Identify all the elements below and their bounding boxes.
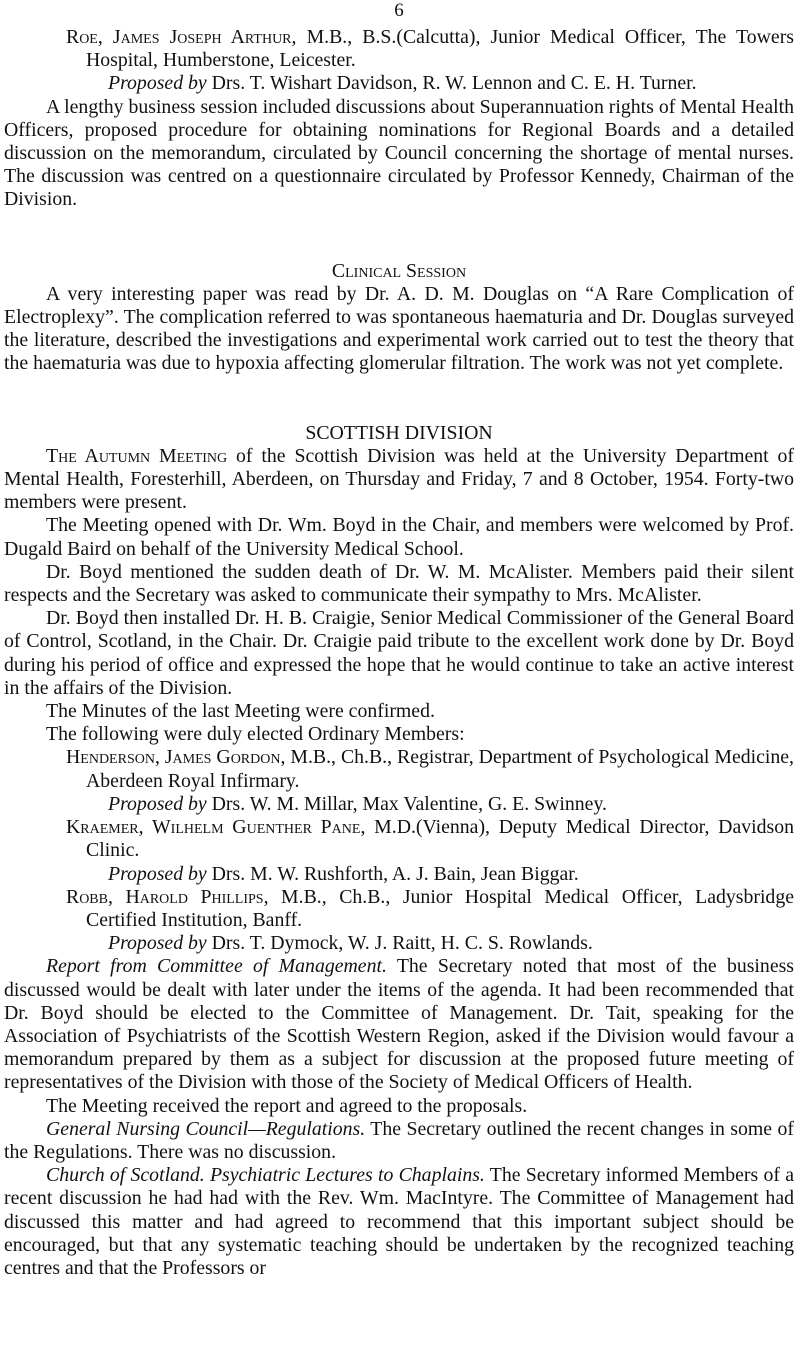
paragraph-report-committee	[4, 955, 794, 1094]
paragraph-death-notice: Dr. Boyd mentioned the sudden death of Dr. W. M. McAlister. Members paid their silent respects and the Secretary was asked to communicate their sympathy to Mrs. McAlister.	[4, 560, 794, 607]
paragraph-installed-chair: Dr. Boyd then installed Dr. H. B. Craigie, Senior Medical Commissioner of the General Board of Control, Scotland, in the Chair. Dr. Craigie paid tribute to the excellent work done by Dr. Boyd during his period of office and expressed the hope that he would continue to take an active interest in the affairs of the Division.	[4, 607, 794, 699]
paragraph-minutes: The Minutes of the last Meeting were confirmed.	[46, 700, 435, 723]
proposed-label: Proposed by	[108, 862, 207, 885]
proposed-line	[4, 793, 794, 816]
proposed-names: Drs. T. Wishart Davidson, R. W. Lennon and C. E. H. Turner.	[206, 72, 697, 95]
section-gap	[4, 212, 794, 260]
proposed-names: Drs. T. Dymock, W. J. Raitt, H. C. S. Rowlands.	[206, 932, 593, 955]
member-name: Roe, James Joseph Arthur	[66, 26, 292, 48]
member-details: , M.B., Ch.B., Registrar, Department of Psychological Medicine, Aberdeen Royal Infirmary.	[86, 746, 795, 792]
paragraph-text: of the Scottish Division was held at the University Department of Mental Health, Foresterhill, Aberdeen, on Thursday and Friday, 7 and 8 October, 1954. Forty-two members were present.	[4, 444, 794, 514]
paragraph-text: The Secretary outlined the recent changes in some of the Regulations. There was no discussion.	[4, 1117, 794, 1163]
proposed-label: Proposed by	[108, 72, 207, 95]
member-details: , M.D.(Vienna), Deputy Medical Director, Davidson Clinic.	[86, 816, 794, 862]
paragraph-elected-members: The following were duly elected Ordinary Members:	[46, 723, 465, 746]
paragraph-church-of-scotland	[4, 1164, 794, 1280]
paragraph-text: The Secretary noted that most of the business discussed would be dealt with later under the items of the agenda. It had been recommended that Dr. Boyd should be elected to the Committee of Management. Dr. Tait, speaking for the Association of Psychiatrists of the Scottish Western Region, asked if the Division would favour a memorandum prepared by them as a subject for discussion at the proposed future meeting of representatives of the Division with those of the Society of Medical Officers of Health.	[4, 955, 794, 1094]
proposed-names: Drs. M. W. Rushforth, A. J. Bain, Jean Biggar.	[206, 862, 579, 885]
paragraph-report-received: The Meeting received the report and agreed to the proposals.	[46, 1094, 528, 1117]
document-page	[4, 0, 794, 1280]
proposed-line	[4, 932, 794, 955]
proposed-label: Proposed by	[108, 932, 207, 955]
member-name: Robb, Harold Phillips	[66, 885, 264, 908]
paragraph-clinical-session: A very interesting paper was read by Dr. A. D. M. Douglas on “A Rare Complication of Electroplexy”. The complication referred to was spontaneous haematuria and Dr. Douglas surveyed the literature, described the investigations and experimental work carried out to test the theory that the haematuria was due to hypoxia affecting glomerular filtration. The work was not yet complete.	[4, 282, 794, 375]
scottish-division-heading: SCOTTISH DIVISION	[305, 421, 493, 444]
proposed-line	[4, 863, 794, 886]
section-gap	[4, 376, 794, 422]
paragraph-title: Church of Scotland. Psychiatric Lectures to Chaplains.	[46, 1164, 485, 1187]
paragraph-text: The Secretary informed Members of a recent discussion he had had with the Rev. Wm. MacIntyre. The Committee of Management had discussed this matter and had agreed to recommend that this important subject should be encouraged, but that any systematic teaching should be undertaken by the recognized teaching centres and that the Professors or	[4, 1164, 794, 1279]
member-entry-kraemer	[4, 816, 794, 862]
paragraph-title: General Nursing Council—Regulations.	[46, 1117, 366, 1140]
member-details: , M.B., B.S.(Calcutta), Junior Medical Officer, The Towers Hospital, Humberstone, Leicester.	[86, 26, 795, 72]
proposed-label: Proposed by	[108, 792, 207, 815]
member-name: Kraemer, Wilhelm Guenther Pane	[66, 816, 361, 839]
member-entry-henderson	[4, 746, 794, 792]
clinical-session-heading: Clinical Session	[331, 259, 467, 282]
member-entry-roe	[4, 26, 794, 72]
paragraph-autumn-meeting	[4, 445, 794, 515]
member-entry-robb	[4, 886, 794, 932]
member-details: , M.B., Ch.B., Junior Hospital Medical Officer, Ladysbridge Certified Institution, Banff.	[86, 885, 794, 931]
paragraph-nursing-council	[4, 1118, 794, 1164]
paragraph-title: Report from Committee of Management.	[46, 955, 387, 978]
proposed-names: Drs. W. M. Millar, Max Valentine, G. E. Swinney.	[206, 792, 607, 815]
paragraph-meeting-opened: The Meeting opened with Dr. Wm. Boyd in the Chair, and members were welcomed by Prof. Dugald Baird on behalf of the University Medical School.	[4, 514, 794, 560]
page-number: 6	[394, 0, 404, 21]
paragraph-business-session: A lengthy business session included discussions about Superannuation rights of Mental Health Officers, proposed procedure for obtaining nominations for Regional Boards and a detailed discussion on the memorandum, circulated by Council concerning the shortage of mental nurses. The discussion was centred on a questionnaire circulated by Professor Kennedy, Chairman of the Division.	[4, 95, 794, 211]
lead-in: The Autumn Meeting	[46, 444, 228, 467]
proposed-line	[4, 72, 794, 95]
member-name: Henderson, James Gordon	[66, 746, 281, 769]
